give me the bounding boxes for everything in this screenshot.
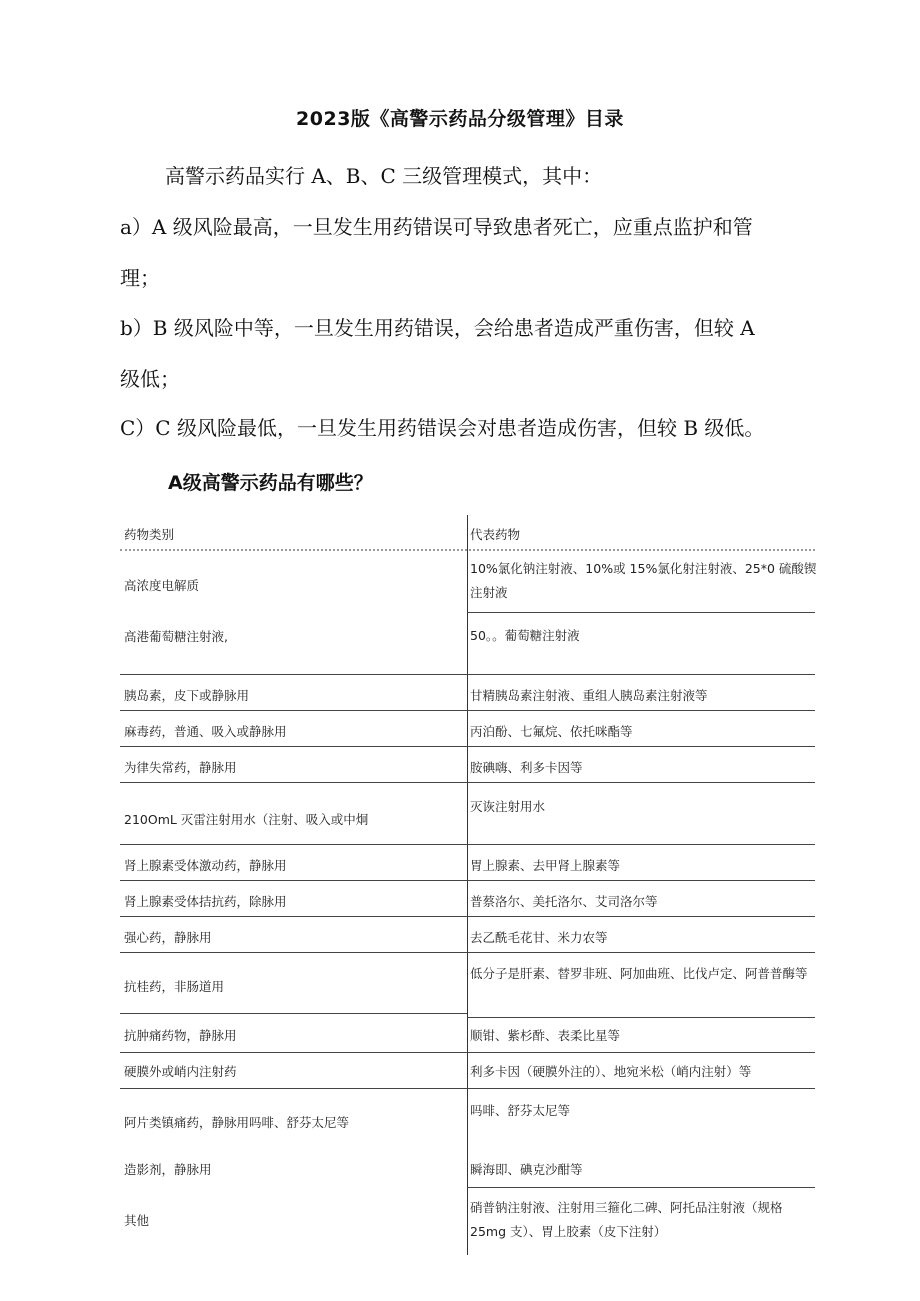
- table-row-category: 210OmL 灭雷注射用水（注射、吸入或中炯: [124, 812, 369, 827]
- row-divider: [120, 1013, 467, 1014]
- table-row-category: 造影剂，静脉用: [124, 1162, 212, 1177]
- table-row-examples: 利多卡因（硬膜外注的）、地宛米松（峭内注射）等: [470, 1064, 752, 1079]
- header-category: 药物类别: [124, 527, 175, 542]
- table-row-category: 其他: [124, 1213, 150, 1228]
- header-examples: 代表药物: [470, 527, 521, 542]
- row-divider: [120, 674, 815, 675]
- table-row-category: 抗桂药，非肠道用: [124, 979, 225, 994]
- table-row-category: 肾上腺素受体拮抗药，除脉用: [124, 894, 287, 909]
- table-row-category: 高浓度电解质: [124, 578, 200, 593]
- table-row-category: 强心药，静脉用: [124, 930, 212, 945]
- row-divider: [120, 880, 815, 881]
- row-divider: [120, 844, 815, 845]
- table-row-examples: 50。。葡萄糖注射液: [470, 628, 580, 643]
- row-divider: [120, 549, 815, 551]
- table-row-category: 胰岛素，皮下或静脉用: [124, 688, 250, 703]
- level-b-description-cont: 级低；: [120, 367, 180, 391]
- row-divider: [120, 916, 815, 917]
- row-divider: [467, 612, 815, 613]
- table-row-category: 高港葡萄糖注射液,: [124, 629, 228, 644]
- row-divider: [120, 1052, 815, 1053]
- intro-paragraph: 高警示药品实行 A、B、C 三级管理模式，其中：: [165, 164, 603, 188]
- row-divider: [120, 952, 815, 953]
- row-divider: [120, 746, 815, 747]
- table-row-category: 肾上腺素受体激动药，静脉用: [124, 858, 287, 873]
- table-row-examples: 10%氯化钠注射液、10%或 15%氯化射注射液、25*0 硫酸锲注射液: [470, 561, 817, 600]
- table-row-examples: 瞬海即、碘克沙酣等: [470, 1162, 583, 1177]
- table-row-examples: 丙泊酚、七氟烷、依托咪酯等: [470, 724, 633, 739]
- level-a-description: a）A 级风险最高，一旦发生用药错误可导致患者死亡，应重点监护和管: [120, 215, 753, 239]
- table-row-examples: 胺碘嗨、利多卡因等: [470, 760, 583, 775]
- level-b-description: b）B 级风险中等，一旦发生用药错误，会给患者造成严重伤害，但较 A: [120, 316, 755, 340]
- level-c-description: C）C 级风险最低，一旦发生用药错误会对患者造成伤害，但较 B 级低。: [120, 416, 765, 440]
- table-row-examples: 硝普钠注射液、注射用三箍化二碑、阿托品注射液（规格25mg 支）、胃上胶素（皮下注射）: [470, 1200, 783, 1239]
- drug-table: [0, 515, 920, 1255]
- table-row-examples: 顺钳、紫杉酢、表柔比星等: [470, 1028, 621, 1043]
- table-row-category: 为律失常药，静脉用: [124, 760, 237, 775]
- table-row-examples: 甘精胰岛素注射液、重组人胰岛素注射液等: [470, 688, 708, 703]
- level-a-description-cont: 理；: [120, 266, 160, 290]
- table-row-category: 麻毒药，普通、吸入或静脉用: [124, 724, 287, 739]
- row-divider: [467, 1187, 815, 1188]
- table-row-examples: 灭诙注射用水: [470, 799, 546, 814]
- table-row-category: 抗肿痛药物，静脉用: [124, 1028, 237, 1043]
- table-row-category: 阿片类镇痛药，静脉用吗啡、舒芬太尼等: [124, 1115, 350, 1130]
- table-row-examples: 胃上腺素、去甲肾上腺素等: [470, 858, 621, 873]
- row-divider: [467, 1017, 815, 1018]
- table-row-examples: 低分子是肝素、替罗非班、阿加曲班、比伐卢定、阿普普酶等: [470, 966, 808, 981]
- table-row-examples: 普蔡洛尔、美托洛尔、艾司洛尔等: [470, 894, 658, 909]
- table-row-category: 硬膜外或峭内注射药: [124, 1064, 237, 1079]
- column-divider: [467, 515, 468, 1255]
- table-heading: A级高警示药品有哪些？: [168, 472, 373, 494]
- row-divider: [120, 782, 815, 783]
- table-row-examples: 吗啡、舒芬太尼等: [470, 1103, 571, 1118]
- row-divider: [120, 1088, 815, 1089]
- row-divider: [120, 710, 815, 711]
- table-row-examples: 去乙酰毛花甘、米力农等: [470, 930, 608, 945]
- document-title: 2023版《高警示药品分级管理》目录: [296, 108, 624, 130]
